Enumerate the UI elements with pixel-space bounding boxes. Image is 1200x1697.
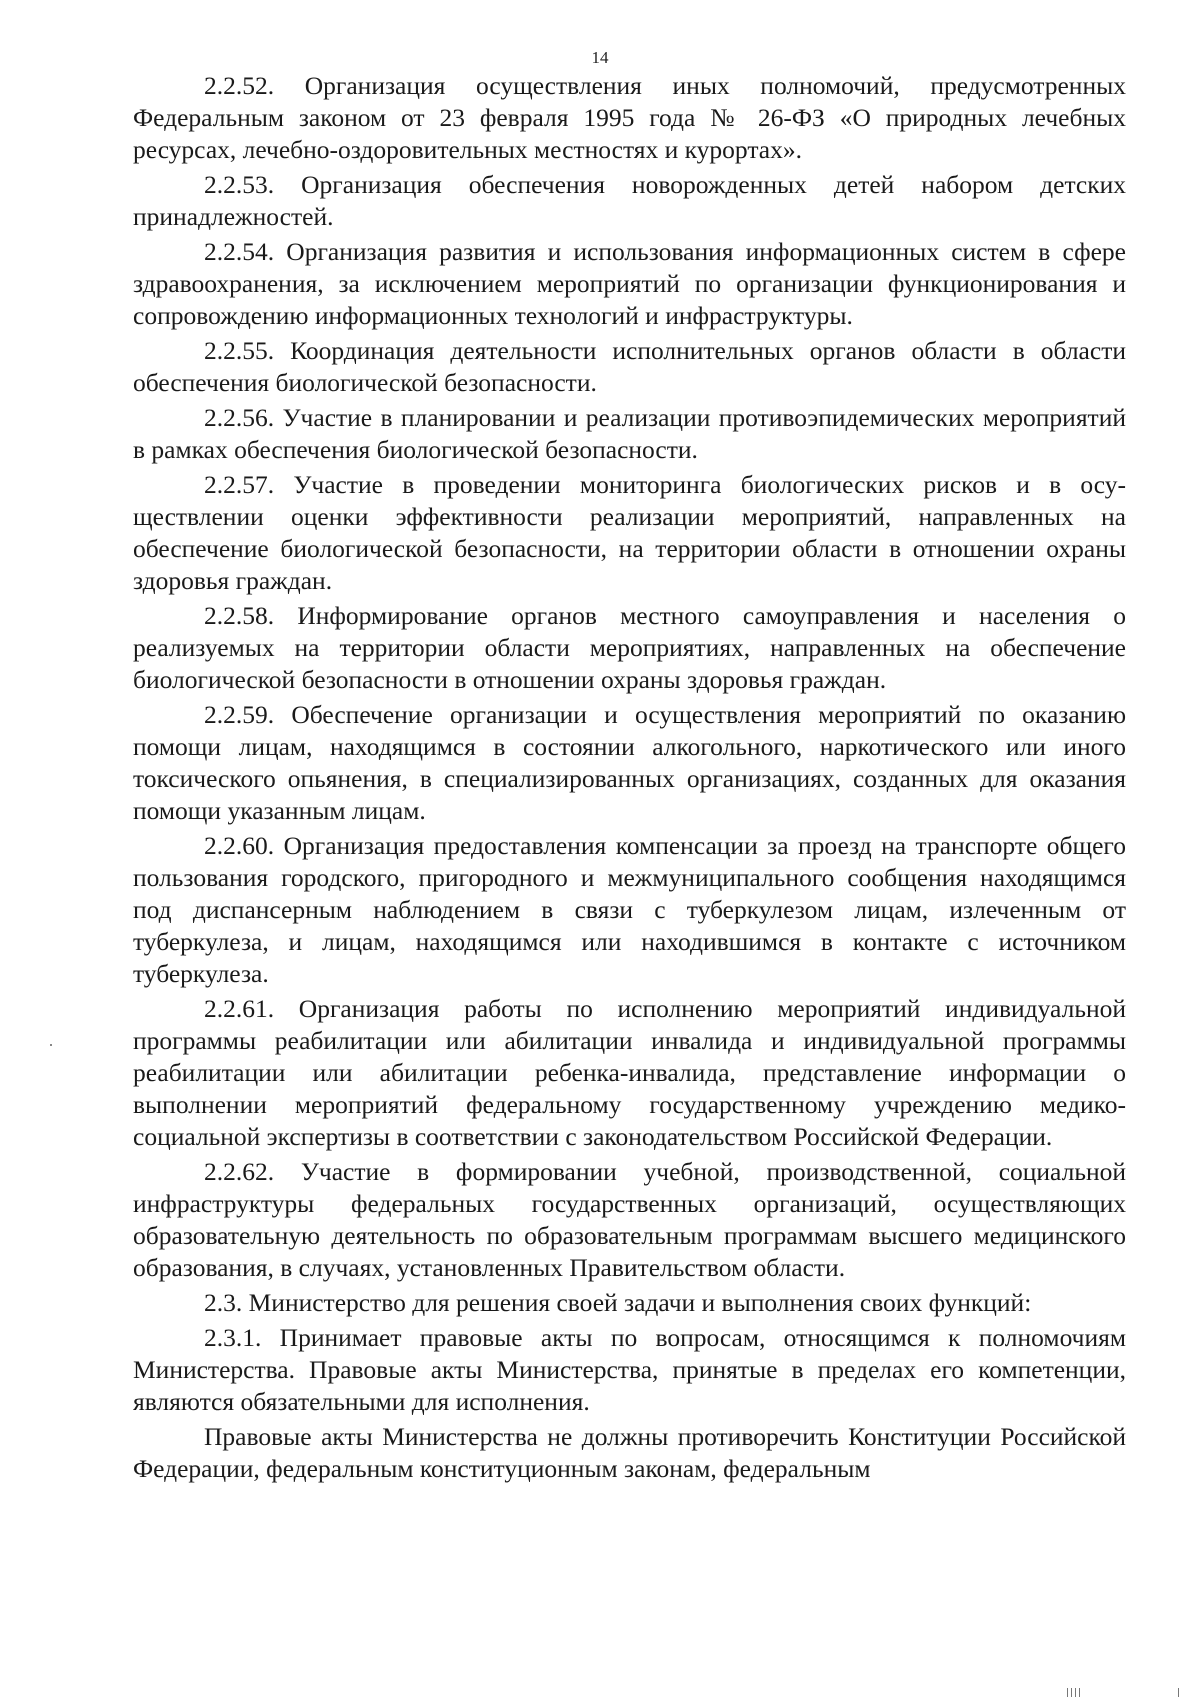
scan-speck bbox=[50, 1044, 52, 1046]
paragraph-legal-acts: Правовые акты Министерства не должны противоречить Конституции Российской Федерации, федеральным конституционным законам, федеральным bbox=[133, 1422, 1126, 1483]
paragraph-2-2-59: 2.2.59. Обеспечение организации и осуществления мероприятий по оказанию помощи лицам, находящимся в состоянии алкогольного, наркотического или иного токсического опьянения, в специализированных организациях, созданных для оказания помощи указанным лицам. bbox=[133, 700, 1126, 825]
paragraph-2-2-62: 2.2.62. Участие в формировании учебной, производственной, социальной инфраструктуры федеральных государственных организаций, осуществляющих образовательную деятельность по образовательным программам высшего медицинского образования, в случаях, установленных Правительством области. bbox=[133, 1157, 1126, 1282]
paragraph-2-2-55: 2.2.55. Координация деятельности исполнительных органов области в области обеспечения биологической безопасности. bbox=[133, 336, 1126, 397]
scan-edge-mark bbox=[1178, 1688, 1179, 1697]
paragraph-2-2-54: 2.2.54. Организация развития и использования информационных систем в сфере здравоохранения, за исключением мероприятий по организации функционирования и сопровождению информационных технологий и инфраструктуры. bbox=[133, 237, 1126, 330]
paragraph-2-2-60: 2.2.60. Организация предоставления компенсации за проезд на транспорте общего пользования городского, пригородного и межмуниципального сообщения находящимся под диспансерным наблюдением в связи с туберкулезом лицам, излеченным от туберкулеза, и лицам, находящимся или находившимся в контакте с источником туберкулеза. bbox=[133, 831, 1126, 988]
paragraph-2-2-53: 2.2.53. Организация обеспечения новорожденных детей набором детских принадлежностей. bbox=[133, 170, 1126, 231]
scan-edge-mark bbox=[1075, 1688, 1076, 1697]
paragraph-2-3-1: 2.3.1. Принимает правовые акты по вопросам, относящимся к полномочиям Министерства. Правовые акты Министерства, принятые в пределах его компетенции, являются обязательными для исполнения. bbox=[133, 1323, 1126, 1416]
scan-edge-mark bbox=[1071, 1688, 1072, 1697]
scan-edge-mark bbox=[1079, 1688, 1080, 1697]
paragraph-2-2-56: 2.2.56. Участие в планировании и реализации противоэпидемических мероприятий в рамках обеспечения биологической безопасности. bbox=[133, 403, 1126, 464]
page-number: 14 bbox=[591, 48, 609, 67]
paragraph-2-2-52: 2.2.52. Организация осуществления иных полномочий, предусмотренных Федеральным законом от 23 февраля 1995 года № 26-ФЗ «О природных лечебных ресурсах, лечебно-оздоровительных местностях и курортах». bbox=[133, 71, 1126, 164]
document-body bbox=[133, 70, 1126, 1485]
paragraph-2-2-58: 2.2.58. Информирование органов местного самоуправления и населения о реализуемых на территории области мероприятиях, направленных на обеспечение биологической безопасности в отношении охраны здоровья граждан. bbox=[133, 601, 1126, 694]
paragraph-2-2-57: 2.2.57. Участие в проведении мониторинга биологических рисков и в осуществлении оценки эффективности реализации мероприятий, направленных на обеспечение биологической безопасности, на территории области в отношении охраны здоровья граждан. bbox=[133, 470, 1126, 595]
scan-edge-mark bbox=[1067, 1688, 1068, 1697]
paragraph-2-2-61: 2.2.61. Организация работы по исполнению мероприятий индивидуальной программы реабилитации или абилитации инвалида и индивидуальной программы реабилитации или абилитации ребенка-инвалида, представление информации о выполнении мероприятий федеральному государственному учреждению медико-социальной экспертизы в соответствии с законодательством Российской Федерации. bbox=[133, 994, 1126, 1151]
paragraph-2-3: 2.3. Министерство для решения своей задачи и выполнения своих функций: bbox=[204, 1288, 1032, 1317]
